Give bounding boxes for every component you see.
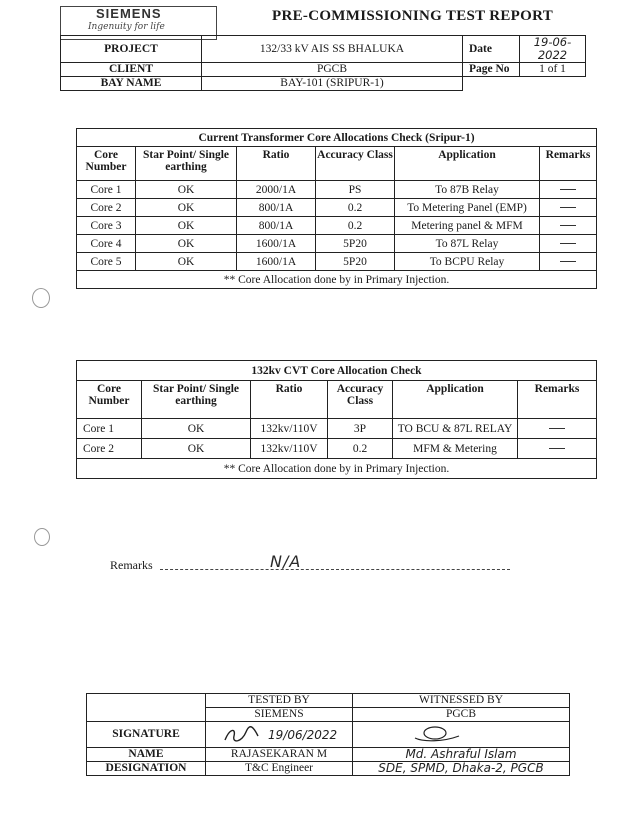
client-label: CLIENT: [61, 63, 202, 77]
siemens-logo: SIEMENS: [96, 6, 162, 21]
client-value: PGCB: [202, 63, 463, 77]
cvt-table-note: ** Core Allocation done by in Primary Injection.: [77, 459, 597, 479]
project-value: 132/33 kV AIS SS BHALUKA: [202, 36, 463, 63]
ct-star: OK: [136, 235, 237, 253]
witnessed-org: PGCB: [353, 708, 570, 722]
page-value: 1 of 1: [520, 63, 586, 77]
ct-ratio: 800/1A: [237, 199, 316, 217]
table-row: [77, 419, 597, 439]
header-row-project: [61, 36, 586, 63]
ct-application: Metering panel & MFM: [395, 217, 540, 235]
ct-star: OK: [136, 181, 237, 199]
table-row: [77, 181, 597, 199]
remarks-label: Remarks: [110, 558, 153, 572]
ct-header-remarks: Remarks: [540, 147, 597, 181]
designation-label: DESIGNATION: [87, 762, 206, 776]
header-row-client: [61, 63, 586, 77]
ct-header-core: Core Number: [77, 147, 136, 181]
witness-signature: [413, 724, 463, 746]
table-row: [77, 217, 597, 235]
witness-name: Md. Ashraful Islam: [353, 748, 570, 762]
ct-core: Core 3: [77, 217, 136, 235]
signature-table: [86, 693, 570, 776]
tested-name: RAJASEKARAN M: [206, 748, 353, 762]
tester-signature-date: 19/06/2022: [268, 728, 338, 742]
witness-signature-cell: [353, 722, 570, 748]
punch-hole-mark: [32, 288, 50, 308]
empty-cell: [87, 694, 206, 708]
ct-accuracy: 5P20: [316, 253, 395, 271]
ct-ratio: 1600/1A: [237, 235, 316, 253]
remarks-dashed-line: [160, 569, 510, 570]
ct-header-accuracy: Accuracy Class: [316, 147, 395, 181]
cvt-ratio: 132kv/110V: [251, 439, 328, 459]
ct-ratio: 800/1A: [237, 217, 316, 235]
cvt-remark-dash: [518, 439, 597, 459]
cvt-accuracy: 0.2: [328, 439, 393, 459]
ct-header-application: Application: [395, 147, 540, 181]
empty-cell: [87, 708, 206, 722]
header-table: [60, 35, 586, 91]
tested-designation: T&C Engineer: [206, 762, 353, 776]
ct-core: Core 5: [77, 253, 136, 271]
empty-cell: [520, 77, 586, 91]
cvt-header-remarks: Remarks: [518, 381, 597, 419]
remarks-handwritten-value: N/A: [270, 552, 302, 571]
cvt-application: TO BCU & 87L RELAY: [393, 419, 518, 439]
report-title: PRE-COMMISSIONING TEST REPORT: [272, 8, 553, 24]
ct-remark-dash: [540, 181, 597, 199]
ct-star: OK: [136, 199, 237, 217]
ct-remark-dash: [540, 235, 597, 253]
ct-core: Core 4: [77, 235, 136, 253]
cvt-header-application: Application: [393, 381, 518, 419]
date-value: 19-06-2022: [520, 36, 586, 63]
ct-star: OK: [136, 253, 237, 271]
cvt-ratio: 132kv/110V: [251, 419, 328, 439]
tested-signature-cell: [206, 722, 353, 748]
ct-application: To BCPU Relay: [395, 253, 540, 271]
ct-accuracy: 0.2: [316, 199, 395, 217]
cvt-core: Core 1: [77, 419, 142, 439]
ct-accuracy: PS: [316, 181, 395, 199]
tested-by-label: TESTED BY: [206, 694, 353, 708]
ct-accuracy: 5P20: [316, 235, 395, 253]
cvt-remark-dash: [518, 419, 597, 439]
cvt-table-title: 132kv CVT Core Allocation Check: [77, 361, 597, 381]
empty-cell: [463, 77, 520, 91]
ct-table-note: ** Core Allocation done by in Primary Injection.: [77, 271, 597, 289]
logo-tagline: Ingenuity for life: [88, 22, 165, 32]
cvt-header-accuracy: Accuracy Class: [328, 381, 393, 419]
name-label: NAME: [87, 748, 206, 762]
ct-ratio: 2000/1A: [237, 181, 316, 199]
cvt-core: Core 2: [77, 439, 142, 459]
ct-application: To 87B Relay: [395, 181, 540, 199]
ct-star: OK: [136, 217, 237, 235]
cvt-header-core: Core Number: [77, 381, 142, 419]
cvt-header-star: Star Point/ Single earthing: [142, 381, 251, 419]
date-label: Date: [463, 36, 520, 63]
cvt-star: OK: [142, 419, 251, 439]
witnessed-by-label: WITNESSED BY: [353, 694, 570, 708]
table-row: [77, 439, 597, 459]
page-label: Page No: [463, 63, 520, 77]
table-row: [77, 235, 597, 253]
bay-value: BAY-101 (SRIPUR-1): [202, 77, 463, 91]
project-label: PROJECT: [61, 36, 202, 63]
cvt-header-ratio: Ratio: [251, 381, 328, 419]
ct-application: To Metering Panel (EMP): [395, 199, 540, 217]
punch-hole-mark: [34, 528, 50, 546]
tested-org: SIEMENS: [206, 708, 353, 722]
cvt-application: MFM & Metering: [393, 439, 518, 459]
ct-remark-dash: [540, 253, 597, 271]
table-row: [77, 253, 597, 271]
ct-core: Core 2: [77, 199, 136, 217]
ct-remark-dash: [540, 199, 597, 217]
cvt-accuracy: 3P: [328, 419, 393, 439]
table-row: [77, 199, 597, 217]
signature-label: SIGNATURE: [87, 722, 206, 748]
ct-accuracy: 0.2: [316, 217, 395, 235]
ct-core: Core 1: [77, 181, 136, 199]
ct-core-allocation-table: [76, 128, 597, 289]
ct-table-title: Current Transformer Core Allocations Check (Sripur-1): [77, 129, 597, 147]
witness-designation: SDE, SPMD, Dhaka-2, PGCB: [353, 762, 570, 776]
header-row-bay: [61, 77, 586, 91]
ct-header-ratio: Ratio: [237, 147, 316, 181]
ct-ratio: 1600/1A: [237, 253, 316, 271]
ct-header-star: Star Point/ Single earthing: [136, 147, 237, 181]
cvt-core-allocation-table: [76, 360, 597, 479]
tester-signature: [222, 724, 262, 746]
bay-label: BAY NAME: [61, 77, 202, 91]
ct-application: To 87L Relay: [395, 235, 540, 253]
cvt-star: OK: [142, 439, 251, 459]
ct-remark-dash: [540, 217, 597, 235]
